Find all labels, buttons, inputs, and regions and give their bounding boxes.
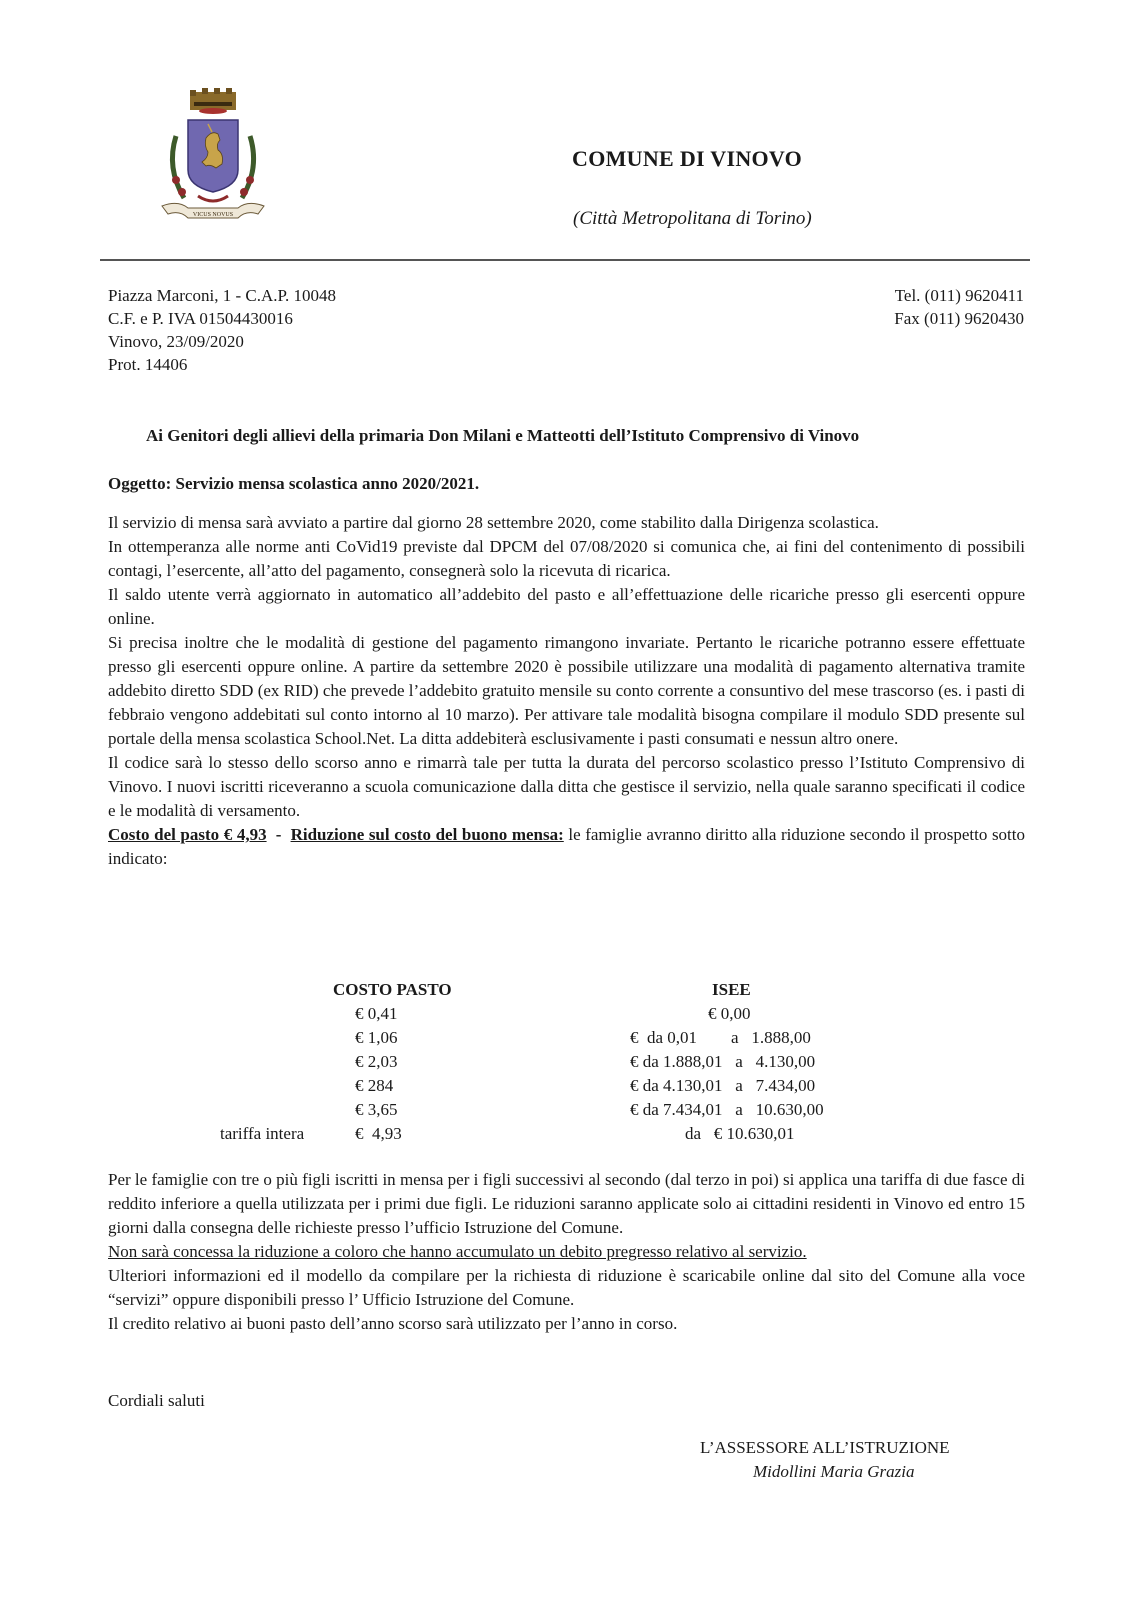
coat-of-arms-icon (158, 88, 268, 228)
paragraph-balance: Il saldo utente verrà aggiornato in automatico all’addebito del pasto e all’effettuazione delle ricariche presso gli esercenti oppure online. (108, 585, 1025, 628)
reduction-text: le famiglie avranno diritto alla riduzione secondo il prospetto sotto indicato: (108, 825, 1025, 868)
address-block (108, 284, 336, 376)
cost-cell: € 4,93 (355, 1124, 402, 1143)
isee-cell: da € 10.630,01 (685, 1124, 795, 1143)
fax: Fax (011) 9620430 (894, 309, 1024, 328)
isee-cell: € da 4.130,01 a 7.434,00 (630, 1076, 816, 1095)
paragraph-covid: In ottemperanza alle norme anti CoVid19 previste dal DPCM del 07/08/2020 si comunica che, ai fini del contenimento di possibili contagi, l’esercente, all’atto del pagamento, consegnerà solo la ricevuta di ricarica. (108, 537, 1025, 580)
organization-subtitle: (Città Metropolitana di Torino) (573, 208, 812, 229)
cost-cell: € 2,03 (355, 1052, 398, 1071)
signer-name: Midollini Maria Grazia (753, 1462, 915, 1481)
separator: - (266, 825, 291, 844)
letter-body-continued (108, 1168, 1025, 1336)
recipients-line: Ai Genitori degli allievi della primaria Don Milani e Matteotti dell’Istituto Comprensivo di Vinovo (146, 426, 860, 445)
paragraph-code: Il codice sarà lo stesso dello scorso anno e rimarrà tale per tutta la durata del percorso scolastico presso l’Istituto Comprensivo di Vinovo. I nuovi iscritti riceveranno a scuola comunicazione dalla ditta che gestisce il servizio, nella quale saranno specificati il codice e le modalità di versamento. (108, 753, 1025, 820)
cost-cell: € 284 (355, 1076, 394, 1095)
subject-line: Oggetto: Servizio mensa scolastica anno 2020/2021. (108, 474, 480, 493)
signer-role: L’ASSESSORE ALL’ISTRUZIONE (700, 1438, 950, 1457)
cost-cell: € 0,41 (355, 1004, 398, 1023)
cost-cell: € 3,65 (355, 1100, 398, 1119)
isee-cell: € 0,00 (708, 1004, 751, 1023)
header-cost: COSTO PASTO (333, 980, 452, 999)
place-date: Vinovo, 23/09/2020 (108, 332, 244, 351)
isee-cell: € da 0,01 a 1.888,00 (630, 1028, 811, 1047)
meal-cost-label: Costo del pasto € 4,93 (108, 825, 267, 844)
crest-motto: VICUS NOVUS (192, 212, 234, 218)
greeting: Cordiali saluti (108, 1391, 205, 1410)
header-isee: ISEE (712, 980, 751, 999)
paragraph-debt-notice: Non sarà concessa la riduzione a coloro che hanno accumulato un debito pregresso relativo al servizio. (108, 1242, 807, 1261)
address: Piazza Marconi, 1 - C.A.P. 10048 (108, 286, 337, 305)
isee-cell: € da 7.434,01 a 10.630,00 (630, 1100, 824, 1119)
header-divider (100, 259, 1030, 261)
protocol-number: Prot. 14406 (108, 355, 188, 374)
organization-name: COMUNE DI VINOVO (572, 146, 803, 171)
paragraph-more-info: Ulteriori informazioni ed il modello da compilare per la richiesta di riduzione è scaricabile online dal sito del Comune alla voce “servizi” oppure disponibili presso l’ Ufficio Istruzione del Comune. (108, 1266, 1025, 1309)
paragraph-payment: Si precisa inoltre che le modalità di gestione del pagamento rimangono invariate. Pertanto le ricariche potranno essere effettuate presso gli esercenti oppure online. A partire da settembre 2020 è possibile utilizzare una modalità di pagamento alternativa tramite addebito diretto SDD (ex RID) che prevede l’addebito gratuito mensile su conto corrente a consuntivo del mese trascorso (es. i pasti di febbraio vengono addebitati sul conto intorno al 10 marzo). Per attivare tale modalità bisogna compilare il modulo SDD presente sul portale della mensa scolastica School.Net. La ditta addebiterà esclusivamente i pasti consumati e nessun altro onere. (108, 633, 1025, 748)
paragraph-siblings: Per le famiglie con tre o più figli iscritti in mensa per i figli successivi al secondo (dal terzo in poi) si applica una tariffa di due fasce di reddito inferiore a quella utilizzata per i primi due figli. Le riduzioni saranno applicate solo ai cittadini residenti in Vinovo ed entro 15 giorni dalla consegna delle richieste presso l’ufficio Istruzione del Comune. (108, 1170, 1025, 1237)
paragraph-cost (108, 823, 1025, 871)
telephone: Tel. (011) 9620411 (894, 286, 1024, 305)
paragraph-service-start: Il servizio di mensa sarà avviato a partire dal giorno 28 settembre 2020, come stabilito dalla Dirigenza scolastica. (108, 513, 879, 532)
cost-cell: € 1,06 (355, 1028, 398, 1047)
isee-cell: € da 1.888,01 a 4.130,00 (630, 1052, 816, 1071)
contact-block (894, 284, 1024, 330)
paragraph-credit: Il credito relativo ai buoni pasto dell’anno scorso sarà utilizzato per l’anno in corso. (108, 1314, 678, 1333)
reduction-label: Riduzione sul costo del buono mensa: (290, 825, 564, 844)
letter-body (108, 511, 1025, 871)
tax-id: C.F. e P. IVA 01504430016 (108, 309, 293, 328)
full-rate-label: tariffa intera (220, 1124, 305, 1143)
